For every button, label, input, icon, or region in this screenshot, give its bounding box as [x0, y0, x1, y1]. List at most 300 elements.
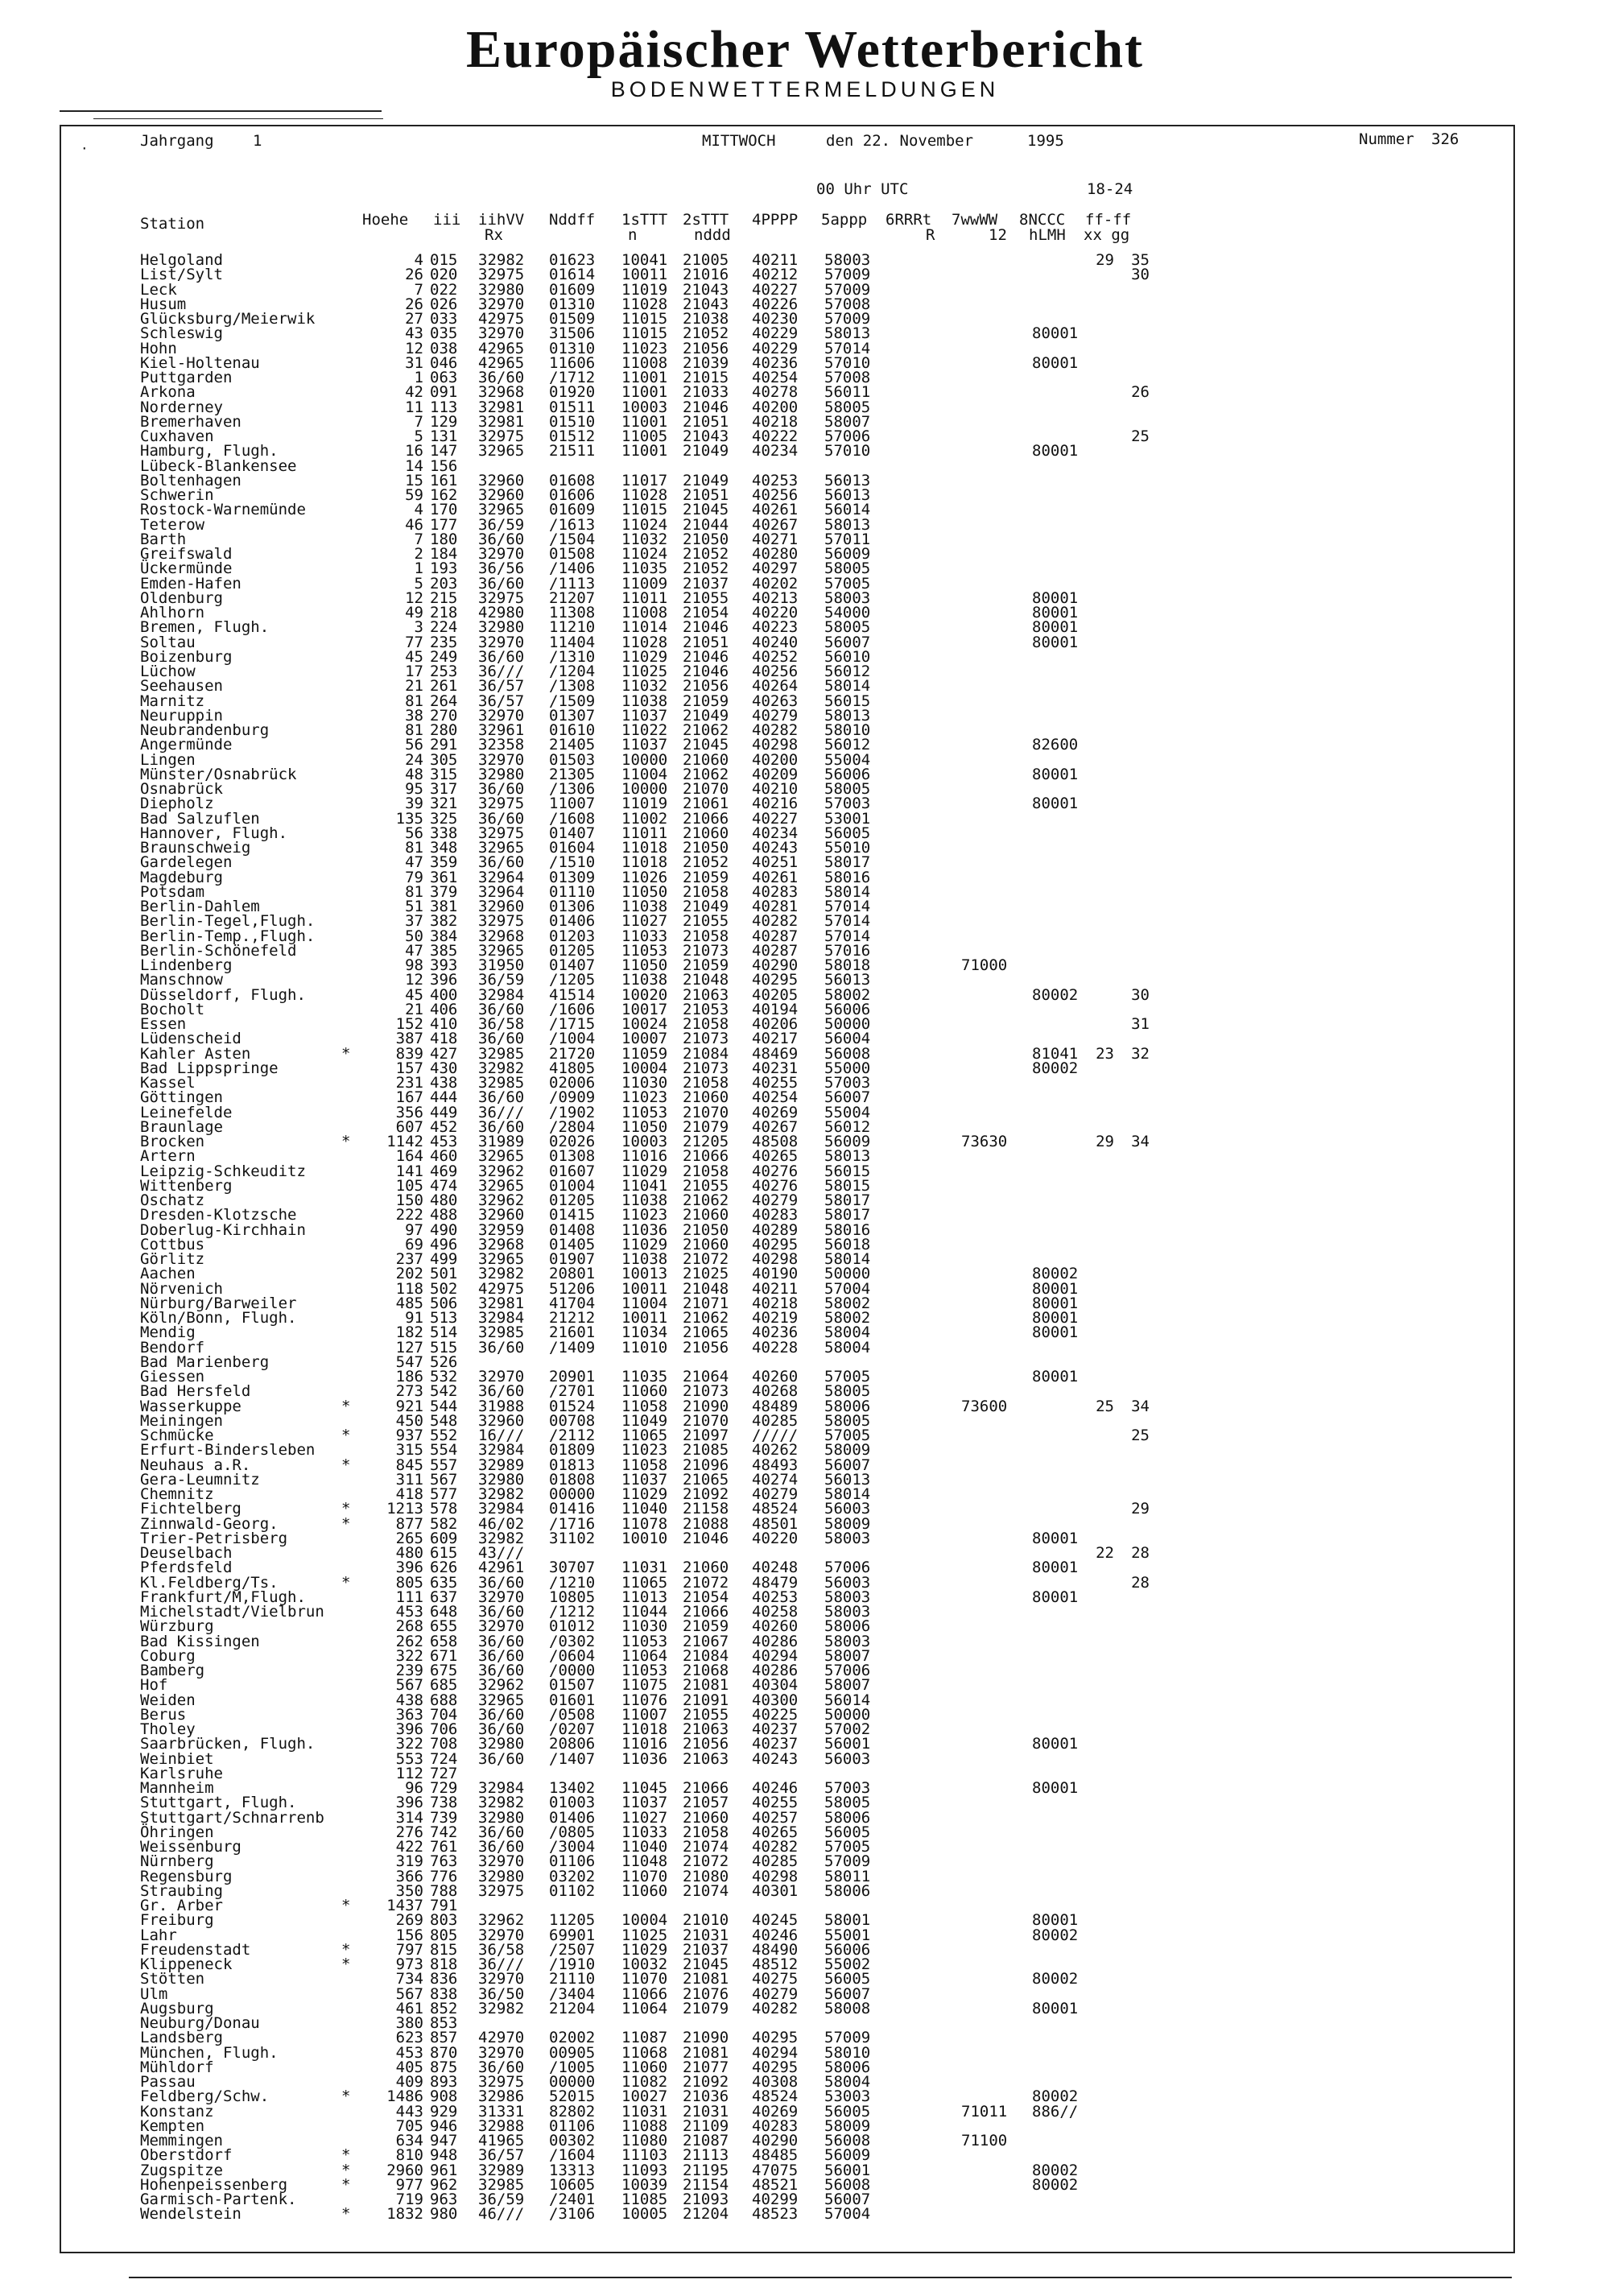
mountain-marker: * [341, 2146, 351, 2165]
pressure-value: 40200 [752, 398, 799, 416]
temp-group-value: 11066 [621, 1984, 668, 2003]
tendency-value: 58017 [824, 1191, 871, 1209]
dewpoint-group-value: 21066 [683, 1603, 729, 1621]
iihvv-value: 32965 [478, 941, 525, 960]
temp-group-value: 11037 [621, 736, 668, 754]
temp-group-value: 11023 [621, 1441, 668, 1460]
station-name: Ahlhorn [140, 604, 205, 621]
nddff-value: 01205 [549, 1191, 596, 1209]
station-name: Berlin-Schönefeld [140, 941, 297, 960]
iihvv-value: 36/60 [478, 2058, 525, 2076]
station-name: Passau [140, 2073, 196, 2091]
table-row [0, 2104, 1610, 2119]
station-name: Rostock-Warnemünde [140, 501, 306, 519]
pressure-value: 40230 [752, 310, 799, 328]
nddff-value: 01614 [549, 266, 596, 284]
iihvv-value: 32965 [478, 501, 525, 519]
tendency-value: 50000 [824, 1705, 871, 1724]
hoehe-value: 157 [395, 1059, 423, 1077]
temp-group-value: 10003 [621, 398, 668, 416]
iihvv-value: 36/60 [478, 1000, 525, 1018]
cloud-group-value: 80001 [1032, 765, 1079, 783]
iihvv-value: 32980 [478, 618, 525, 637]
pressure-value: 40287 [752, 927, 799, 945]
hoehe-value: 350 [395, 1881, 423, 1900]
hoehe-value: 237 [395, 1250, 423, 1268]
nddff-value: /1204 [549, 663, 596, 680]
iii-value: 961 [430, 2161, 458, 2179]
dewpoint-group-value: 21059 [683, 692, 729, 710]
station-name: Mendig [140, 1324, 196, 1342]
iihvv-value: 36/60 [478, 647, 525, 666]
pressure-value: 40275 [752, 1970, 799, 1988]
dewpoint-group-value: 21062 [683, 1191, 729, 1209]
table-row [0, 2030, 1610, 2045]
temp-group-value: 11045 [621, 1779, 668, 1797]
table-row [0, 1441, 1610, 1460]
temp-group-value: 11027 [621, 912, 668, 931]
nddff-value: 21305 [549, 765, 596, 783]
pressure-value: 40211 [752, 251, 799, 269]
table-row [0, 912, 1610, 931]
temp-group-value: 11029 [621, 647, 668, 666]
pressure-value: 48512 [752, 1955, 799, 1973]
iihvv-value: 32968 [478, 927, 525, 945]
nddff-value: 41805 [549, 1059, 596, 1077]
tendency-value: 54000 [824, 604, 871, 621]
hoehe-value: 182 [395, 1324, 423, 1342]
temp-group-value: 11033 [621, 1823, 668, 1841]
temp-group-value: 11053 [621, 1662, 668, 1679]
hoehe-value: 547 [395, 1352, 423, 1371]
station-name: Helgoland [140, 251, 223, 269]
dewpoint-group-value: 21071 [683, 1294, 729, 1312]
pressure-value: 40282 [752, 721, 799, 739]
nddff-value: /2804 [549, 1117, 596, 1136]
tendency-value: 56007 [824, 633, 871, 651]
iii-value: 033 [430, 310, 458, 328]
dewpoint-group-value: 21060 [683, 1088, 729, 1107]
pressure-value: 40200 [752, 750, 799, 769]
iihvv-value: 42975 [478, 1279, 525, 1298]
cloud-group-value: 80001 [1032, 1735, 1079, 1753]
tendency-value: 58002 [824, 1309, 871, 1327]
pressure-value: 40229 [752, 324, 799, 343]
station-name: Gardelegen [140, 853, 233, 872]
pressure-value: 40299 [752, 2191, 799, 2208]
station-name: Neuhaus a.R. [140, 1456, 251, 1474]
dewpoint-group-value: 21097 [683, 1427, 729, 1444]
iihvv-value: 36/60 [478, 1705, 525, 1724]
iii-value: 280 [430, 721, 458, 739]
dewpoint-group-value: 21046 [683, 398, 729, 416]
cloud-group-value: 80001 [1032, 1911, 1079, 1930]
iii-value: 635 [430, 1573, 458, 1592]
temp-group-value: 11015 [621, 501, 668, 519]
station-name: Lindenberg [140, 956, 233, 974]
dewpoint-group-value: 21056 [683, 1735, 729, 1753]
temp-group-value: 11087 [621, 2029, 668, 2047]
station-name: Fichtelberg [140, 1500, 242, 1518]
dewpoint-group-value: 21076 [683, 1984, 729, 2003]
pressure-value: 40234 [752, 442, 799, 460]
nddff-value: /0508 [549, 1705, 596, 1724]
iihvv-value: 32985 [478, 1044, 525, 1063]
iihvv-value: 32985 [478, 1074, 525, 1092]
pressure-value: 40295 [752, 971, 799, 989]
pressure-value: 40283 [752, 2116, 799, 2135]
nddff-value: /3404 [549, 1984, 596, 2003]
cloud-group-value: 80001 [1032, 633, 1079, 651]
iii-value: 742 [430, 1823, 458, 1841]
table-row [0, 1984, 1610, 2003]
station-name: Hannover, Flugh. [140, 824, 288, 842]
tendency-value: 58014 [824, 882, 871, 901]
dewpoint-group-value: 21195 [683, 2161, 729, 2179]
nddff-value: /1712 [549, 369, 596, 386]
iii-value: 161 [430, 471, 458, 489]
dewpoint-group-value: 21051 [683, 633, 729, 651]
dewpoint-group-value: 21049 [683, 898, 729, 915]
dewpoint-group-value: 21059 [683, 956, 729, 974]
tendency-value: 58004 [824, 2073, 871, 2091]
hoehe-value: 461 [395, 1999, 423, 2017]
pressure-value: 40218 [752, 1294, 799, 1312]
hoehe-value: 4 [414, 501, 423, 519]
gust-xx-value: 25 [1096, 1397, 1114, 1415]
nddff-value: 20801 [549, 1265, 596, 1283]
iihvv-value: 42970 [478, 2029, 525, 2047]
tendency-value: 56007 [824, 2191, 871, 2208]
table-row [0, 694, 1610, 708]
iihvv-value: 16/// [478, 1427, 525, 1444]
pressure-value: 40279 [752, 1984, 799, 2003]
tendency-value: 56013 [824, 971, 871, 989]
station-name: Klippeneck [140, 1955, 233, 1973]
iihvv-value: 32980 [478, 280, 525, 299]
nddff-value: /3004 [549, 1838, 596, 1856]
dewpoint-group-value: 21065 [683, 1470, 729, 1489]
gust-gg-value: 35 [1131, 251, 1150, 269]
station-name: Braunschweig [140, 839, 251, 857]
hoehe-value: 438 [395, 1691, 423, 1709]
iii-value: 496 [430, 1235, 458, 1253]
pressure-value: 40254 [752, 1088, 799, 1107]
tendency-value: 57009 [824, 310, 871, 328]
station-name: Nörvenich [140, 1279, 223, 1298]
hoehe-value: 567 [395, 1676, 423, 1695]
station-name: Trier-Petrisberg [140, 1529, 288, 1547]
tendency-value: 58013 [824, 324, 871, 343]
temp-group-value: 11002 [621, 809, 668, 828]
station-name: Würzburg [140, 1617, 214, 1636]
pressure-value: 40261 [752, 868, 799, 886]
nddff-value: /0207 [549, 1720, 596, 1738]
iihvv-value: 43/// [478, 1544, 525, 1562]
station-name: Pferdsfeld [140, 1559, 233, 1577]
temp-group-value: 11023 [621, 339, 668, 357]
temp-group-value: 10041 [621, 251, 668, 269]
nddff-value: 21110 [549, 1970, 596, 1988]
gust-gg-value: 28 [1131, 1544, 1150, 1562]
hoehe-value: 937 [395, 1427, 423, 1444]
temp-group-value: 11015 [621, 310, 668, 328]
tendency-value: 58007 [824, 1676, 871, 1695]
nddff-value: /1509 [549, 692, 596, 710]
iii-value: 947 [430, 2132, 458, 2149]
station-name: Angermünde [140, 736, 233, 754]
tendency-value: 56009 [824, 2146, 871, 2165]
temp-group-value: 11053 [621, 1103, 668, 1121]
station-name: Schmücke [140, 1427, 214, 1444]
station-name: Aachen [140, 1265, 196, 1283]
station-name: Frankfurt/M,Flugh. [140, 1588, 306, 1606]
nddff-value: 01511 [549, 398, 596, 416]
nddff-value: 21601 [549, 1324, 596, 1342]
station-name: Göttingen [140, 1088, 223, 1107]
dewpoint-group-value: 21158 [683, 1500, 729, 1518]
temp-group-value: 11029 [621, 1485, 668, 1503]
pressure-value: 40258 [752, 1603, 799, 1621]
iihvv-value: 32982 [478, 1794, 525, 1812]
station-name: Zinnwald-Georg. [140, 1514, 279, 1533]
tendency-value: 58003 [824, 1588, 871, 1606]
iihvv-value: 32962 [478, 1911, 525, 1930]
hoehe-value: 186 [395, 1368, 423, 1385]
iii-value: 548 [430, 1411, 458, 1430]
nddff-value: 01309 [549, 868, 596, 886]
col-sub-n: n [628, 226, 638, 244]
iihvv-value: 32960 [478, 1206, 525, 1224]
tendency-value: 53001 [824, 809, 871, 828]
iii-value: 490 [430, 1220, 458, 1239]
hoehe-value: 56 [405, 824, 423, 842]
iii-value: 438 [430, 1074, 458, 1092]
tendency-value: 55000 [824, 1059, 871, 1077]
iii-value: 554 [430, 1441, 458, 1460]
iii-value: 338 [430, 824, 458, 842]
table-row [0, 1399, 1610, 1414]
pressure-value: 40216 [752, 795, 799, 813]
pressure-value: 40220 [752, 1529, 799, 1547]
temp-group-value: 11011 [621, 588, 668, 607]
iii-value: 739 [430, 1808, 458, 1827]
table-row [0, 1164, 1610, 1179]
cloud-group-value: 80002 [1032, 1265, 1079, 1283]
station-name: Hohenpeissenberg [140, 2175, 288, 2194]
tendency-value: 56004 [824, 1030, 871, 1048]
iihvv-value: 32982 [478, 1265, 525, 1283]
iihvv-value: 32982 [478, 1999, 525, 2017]
dewpoint-group-value: 21055 [683, 912, 729, 931]
iii-value: 727 [430, 1764, 458, 1782]
nddff-value: /0604 [549, 1646, 596, 1665]
dewpoint-group-value: 21092 [683, 2073, 729, 2091]
nddff-value: 10605 [549, 2175, 596, 2194]
hoehe-value: 96 [405, 1779, 423, 1797]
iii-value: 427 [430, 1044, 458, 1063]
iihvv-value: 36/60 [478, 1117, 525, 1136]
iii-value: 264 [430, 692, 458, 710]
table-row [0, 767, 1610, 782]
station-name: Bendorf [140, 1338, 205, 1357]
tendency-value: 57006 [824, 1559, 871, 1577]
pressure-value: 47075 [752, 2161, 799, 2179]
station-name: Emden-Hafen [140, 574, 242, 593]
table-row [0, 1749, 1610, 1768]
station-name: Teterow [140, 515, 205, 534]
station-name: Münster/Osnabrück [140, 765, 297, 783]
pressure-value: 40262 [752, 1441, 799, 1460]
tendency-value: 56012 [824, 736, 871, 754]
table-row [0, 444, 1610, 458]
hoehe-value: 47 [405, 853, 423, 872]
dewpoint-group-value: 21059 [683, 1617, 729, 1636]
tendency-value: 55001 [824, 1926, 871, 1944]
dewpoint-group-value: 21058 [683, 1015, 729, 1033]
pressure-value: 48469 [752, 1044, 799, 1063]
nddff-value: 01012 [549, 1617, 596, 1636]
tendency-value: 58005 [824, 780, 871, 798]
pressure-value: 40234 [752, 824, 799, 842]
table-row [0, 1531, 1610, 1546]
station-name: Kahler Asten [140, 1044, 251, 1063]
nddff-value: 01607 [549, 1162, 596, 1180]
table-row [0, 1501, 1610, 1516]
nddff-value: 00000 [549, 2073, 596, 2091]
temp-group-value: 10011 [621, 1309, 668, 1327]
pressure-value: 40222 [752, 427, 799, 445]
iihvv-value: 31950 [478, 956, 525, 974]
nddff-value: 21511 [549, 442, 596, 460]
pressure-value: 40295 [752, 1235, 799, 1253]
temp-group-value: 11016 [621, 1735, 668, 1753]
iihvv-value: 32980 [478, 1808, 525, 1827]
pressure-value: 40279 [752, 1485, 799, 1503]
nddff-value: /1113 [549, 574, 596, 593]
pressure-value: 40260 [752, 1368, 799, 1385]
hoehe-value: 356 [395, 1103, 423, 1121]
iii-value: 460 [430, 1147, 458, 1166]
station-table [0, 253, 1610, 2222]
pressure-value: 40240 [752, 633, 799, 651]
hoehe-value: 81 [405, 882, 423, 901]
iii-value: 836 [430, 1970, 458, 1988]
station-name: Bremen, Flugh. [140, 618, 270, 637]
iihvv-value: 36/60 [478, 1603, 525, 1621]
dewpoint-group-value: 21044 [683, 515, 729, 534]
iii-value: 615 [430, 1544, 458, 1562]
table-row [0, 1560, 1610, 1575]
hoehe-value: 45 [405, 647, 423, 666]
hoehe-value: 69 [405, 1235, 423, 1253]
dewpoint-group-value: 21043 [683, 295, 729, 313]
dewpoint-group-value: 21085 [683, 1441, 729, 1460]
cloud-group-value: 80001 [1032, 1309, 1079, 1327]
station-name: Lüchow [140, 663, 196, 680]
dewpoint-group-value: 21057 [683, 1794, 729, 1812]
nddff-value: 11606 [549, 353, 596, 372]
iihvv-value: 32984 [478, 1779, 525, 1797]
iihvv-value: 32975 [478, 1881, 525, 1900]
cloud-group-value: 80001 [1032, 1279, 1079, 1298]
tendency-value: 58007 [824, 412, 871, 431]
nummer-label: Nummer [1359, 130, 1414, 148]
pressure-value: 40282 [752, 1999, 799, 2017]
dewpoint-group-value: 21084 [683, 1044, 729, 1063]
table-row [0, 985, 1610, 1004]
dewpoint-group-value: 21079 [683, 1117, 729, 1136]
gust-xx-value: 29 [1096, 251, 1114, 269]
hoehe-value: 97 [405, 1220, 423, 1239]
time-label: 00 Uhr UTC [816, 180, 909, 198]
pressure-value: 40308 [752, 2073, 799, 2091]
iihvv-value: 36/60 [478, 574, 525, 593]
hoehe-value: 276 [395, 1823, 423, 1841]
table-row [0, 929, 1610, 944]
temp-group-value: 11070 [621, 1970, 668, 1988]
temp-group-value: 11053 [621, 1632, 668, 1650]
weather-group-value: 71000 [961, 956, 1008, 974]
dewpoint-group-value: 21065 [683, 1324, 729, 1342]
iii-value: 685 [430, 1676, 458, 1695]
iii-value: 582 [430, 1514, 458, 1533]
pressure-value: 40253 [752, 1588, 799, 1606]
nddff-value: 10805 [549, 1588, 596, 1606]
mountain-marker: * [341, 1133, 351, 1150]
cloud-group-value: 80002 [1032, 2087, 1079, 2106]
dewpoint-group-value: 21093 [683, 2191, 729, 2208]
hoehe-value: 47 [405, 941, 423, 960]
pressure-value: 40300 [752, 1691, 799, 1709]
iii-value: 224 [430, 618, 458, 637]
tendency-value: 57004 [824, 1279, 871, 1298]
tendency-value: 58006 [824, 1397, 871, 1415]
table-row [0, 1898, 1610, 1913]
pressure-value: 40287 [752, 941, 799, 960]
pressure-value: 48521 [752, 2175, 799, 2194]
table-row [0, 1176, 1610, 1195]
dewpoint-group-value: 21056 [683, 677, 729, 696]
table-row [0, 456, 1610, 475]
pressure-value: 40213 [752, 588, 799, 607]
temp-group-value: 11023 [621, 1088, 668, 1107]
hoehe-value: 7 [414, 530, 423, 548]
station-name: Artern [140, 1147, 196, 1166]
temp-group-value: 11064 [621, 1646, 668, 1665]
station-name: Hamburg, Flugh. [140, 442, 279, 460]
weather-group-value: 73630 [961, 1133, 1008, 1150]
iii-value: 162 [430, 486, 458, 504]
nddff-value: 31102 [549, 1529, 596, 1547]
pressure-value: 40228 [752, 1338, 799, 1357]
station-name: Saarbrücken, Flugh. [140, 1735, 316, 1753]
temp-group-value: 11035 [621, 1368, 668, 1385]
pressure-value: 40209 [752, 765, 799, 783]
nddff-value: 11404 [549, 633, 596, 651]
iihvv-value: 36/56 [478, 560, 525, 578]
iihvv-value: 46/// [478, 2205, 525, 2224]
station-name: Boizenburg [140, 647, 233, 666]
pressure-value: 48485 [752, 2146, 799, 2165]
temp-group-value: 11070 [621, 1867, 668, 1885]
nddff-value: 01406 [549, 1808, 596, 1827]
dewpoint-group-value: 21079 [683, 1999, 729, 2017]
iii-value: 805 [430, 1926, 458, 1944]
tendency-value: 58016 [824, 868, 871, 886]
table-row [0, 1411, 1610, 1430]
station-name: Cottbus [140, 1235, 205, 1253]
